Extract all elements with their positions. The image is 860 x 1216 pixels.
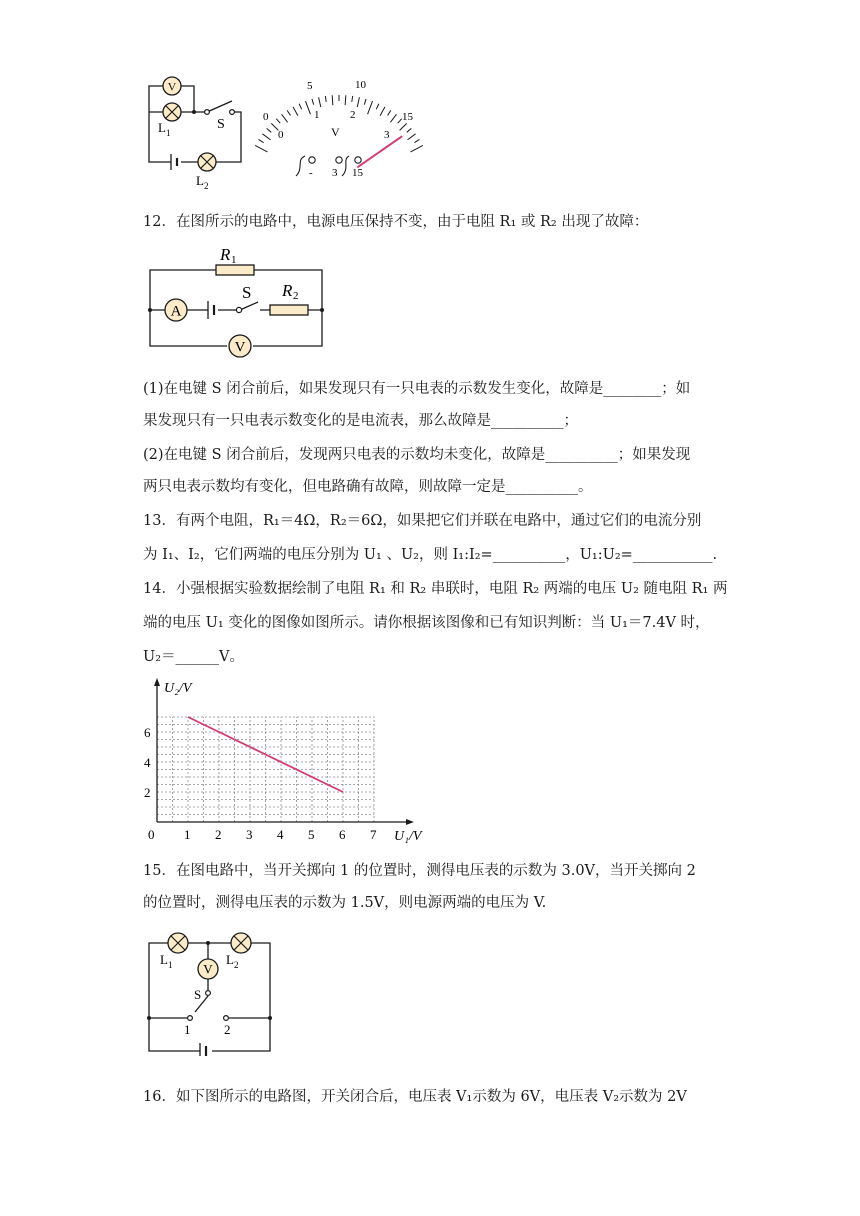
svg-text:S: S (242, 283, 252, 302)
svg-text:L: L (160, 952, 168, 967)
fig11-battery (171, 154, 177, 170)
dial-tick (332, 95, 333, 105)
q15-line1: 15．在图电路中，当开关掷向 1 的位置时，测得电压表的示数为 3.0V，当开关掷向 2 (143, 863, 696, 879)
dial-tick (293, 107, 298, 116)
dial-tick (380, 107, 385, 116)
q15-circuit (140, 926, 280, 1056)
dial-tick (312, 99, 314, 105)
svg-text:L: L (226, 952, 234, 967)
dial-tick (305, 101, 310, 114)
q15-line2: 的位置时，测得电压表的示数为 1.5V，则电源两端的电压为 V. (143, 895, 547, 911)
q15-voltmeter (198, 959, 218, 979)
q15-lamp-l1 (168, 933, 188, 953)
svg-text:A: A (170, 303, 182, 320)
svg-text:R: R (220, 245, 231, 264)
q13-line2: 为 I₁、I₂，它们两端的电压分别为 U₁ 、U₂，则 I₁:I₂=__________，U₁:U₂=___________. (143, 547, 718, 563)
switch-contact-1 (188, 1016, 193, 1021)
q14-line3: U₂＝______V。 (143, 649, 245, 665)
svg-text:2: 2 (204, 181, 209, 191)
q14-line1: 14．小强根据实验数据绘制了电阻 R₁ 和 R₂ 串联时，电阻 R₂ 两端的电压 U₂ 随电阻 R₁ 两 (143, 581, 728, 597)
svg-text:R: R (282, 281, 293, 300)
svg-text:L: L (196, 173, 204, 188)
switch-contact (205, 110, 210, 115)
x-tick-label: 6 (339, 827, 346, 842)
fig11-circuit (140, 66, 250, 194)
x-tick-label: 3 (246, 827, 253, 842)
dial-inner-tick-label: 2 (350, 109, 356, 121)
dial-tick (388, 110, 391, 115)
x-tick-label: 2 (215, 827, 222, 842)
dial-tick (282, 114, 288, 122)
x-tick-label: 1 (184, 827, 191, 842)
dial-outer-tick-label: 10 (355, 79, 366, 91)
svg-text:S: S (194, 987, 202, 1002)
svg-text:2: 2 (224, 1022, 231, 1037)
terminal-15: 15 (352, 167, 363, 179)
dial-tick (325, 96, 326, 102)
dial-tick (276, 119, 280, 124)
dial-tick (287, 110, 290, 115)
dial-tick (390, 114, 396, 122)
dial-tick (262, 134, 270, 140)
svg-text:1: 1 (184, 1022, 191, 1037)
dial-tick (411, 145, 423, 152)
switch-contact (236, 307, 241, 312)
svg-text:1: 1 (168, 960, 173, 970)
dial-tick (267, 128, 272, 132)
fig11-lamp-l2 (198, 153, 216, 171)
x-tick-label: 4 (277, 827, 284, 842)
dial-inner-tick-label: 3 (384, 129, 390, 141)
dial-tick (259, 139, 264, 142)
svg-text:2: 2 (234, 960, 239, 970)
q12-part2-line2: 两只电表示数均有变化，但电路确有故障，则故障一定是__________。 (143, 479, 593, 495)
dial-tick (400, 123, 407, 130)
q12-part1-line2: 果发现只有一只电表示数变化的是电流表，那么故障是__________； (143, 413, 578, 429)
svg-text:1: 1 (166, 128, 171, 138)
dial-tick (352, 96, 353, 102)
dial-scale (255, 95, 423, 152)
terminal-minus: - (309, 167, 313, 179)
q14-line2: 端的电压 U₁ 变化的图像如图所示。请你根据该图像和已有知识判断：当 U₁＝7.4V 时， (143, 615, 710, 631)
x-tick-label: 0 (148, 827, 155, 842)
fig11-dial (254, 72, 424, 184)
voltmeter (229, 335, 251, 357)
q12-part2-line1: (2)在电键 S 闭合前后，发现两只电表的示数均未变化，故障是__________；如果发现 (143, 447, 691, 463)
dial-outer-tick-label: 15 (402, 111, 413, 123)
x-tick-label: 5 (308, 827, 315, 842)
y-tick-label: 6 (144, 725, 151, 740)
dial-tick (364, 99, 366, 105)
dial-tick (376, 104, 379, 109)
dial-outer-tick-label: 0 (263, 111, 269, 123)
y-axis-label: U₂/V (164, 681, 192, 696)
fig11-voltmeter (163, 77, 181, 95)
svg-text:L: L (158, 120, 166, 135)
q13-line1: 13．有两个电阻，R₁＝4Ω，R₂＝6Ω，如果把它们并联在电路中，通过它们的电流分别 (143, 513, 702, 529)
chart-grid (157, 717, 374, 822)
q14-chart (140, 676, 430, 844)
dial-tick (345, 95, 346, 105)
y-axis-arrow (154, 678, 160, 686)
dial-tick (255, 145, 267, 152)
dial-inner-tick-label: 1 (314, 109, 320, 121)
resistor-r2 (270, 305, 308, 315)
dial-tick (368, 101, 373, 114)
dial-unit: V (331, 125, 340, 139)
dial-needle (357, 136, 402, 167)
dial-outer-tick-label: 5 (307, 80, 313, 92)
q12-circuit (140, 240, 340, 362)
svg-text:V: V (167, 79, 177, 94)
dial-tick (299, 104, 302, 109)
svg-text:V: V (234, 339, 246, 356)
x-axis-label: U₁/V (394, 829, 422, 844)
dial-tick (319, 97, 321, 107)
battery (208, 301, 214, 319)
svg-text:2: 2 (293, 290, 299, 302)
q12-part1-line1: (1)在电键 S 闭合前后，如果发现只有一只电表的示数发生变化，故障是________；如 (143, 381, 691, 397)
terminal-3: 3 (332, 167, 338, 179)
y-tick-label: 4 (144, 755, 151, 770)
resistor-r1 (216, 265, 254, 275)
q12-stem: 12．在图所示的电路中，电源电压保持不变，由于电阻 R₁ 或 R₂ 出现了故障： (143, 214, 649, 230)
dial-tick (414, 139, 419, 142)
x-axis-arrow (406, 819, 414, 825)
chart-axes (154, 678, 414, 825)
dial-tick (357, 97, 359, 107)
dial-inner-tick-label: 0 (278, 129, 284, 141)
y-tick-label: 2 (144, 785, 151, 800)
x-tick-label: 7 (370, 827, 377, 842)
switch-contact-2 (224, 1016, 229, 1021)
q16-line1: 16．如下图所示的电路图，开关闭合后，电压表 V₁示数为 6V，电压表 V₂示数为 2V (143, 1089, 687, 1105)
dial-tick (408, 134, 416, 140)
q15-lamp-l2 (231, 933, 251, 953)
dial-tick (407, 128, 412, 132)
fig11-lamp-l1 (163, 103, 181, 121)
svg-text:S: S (217, 117, 225, 132)
ammeter (165, 299, 187, 321)
q15-battery (200, 1043, 206, 1056)
svg-text:1: 1 (231, 254, 237, 266)
svg-text:V: V (203, 961, 213, 977)
